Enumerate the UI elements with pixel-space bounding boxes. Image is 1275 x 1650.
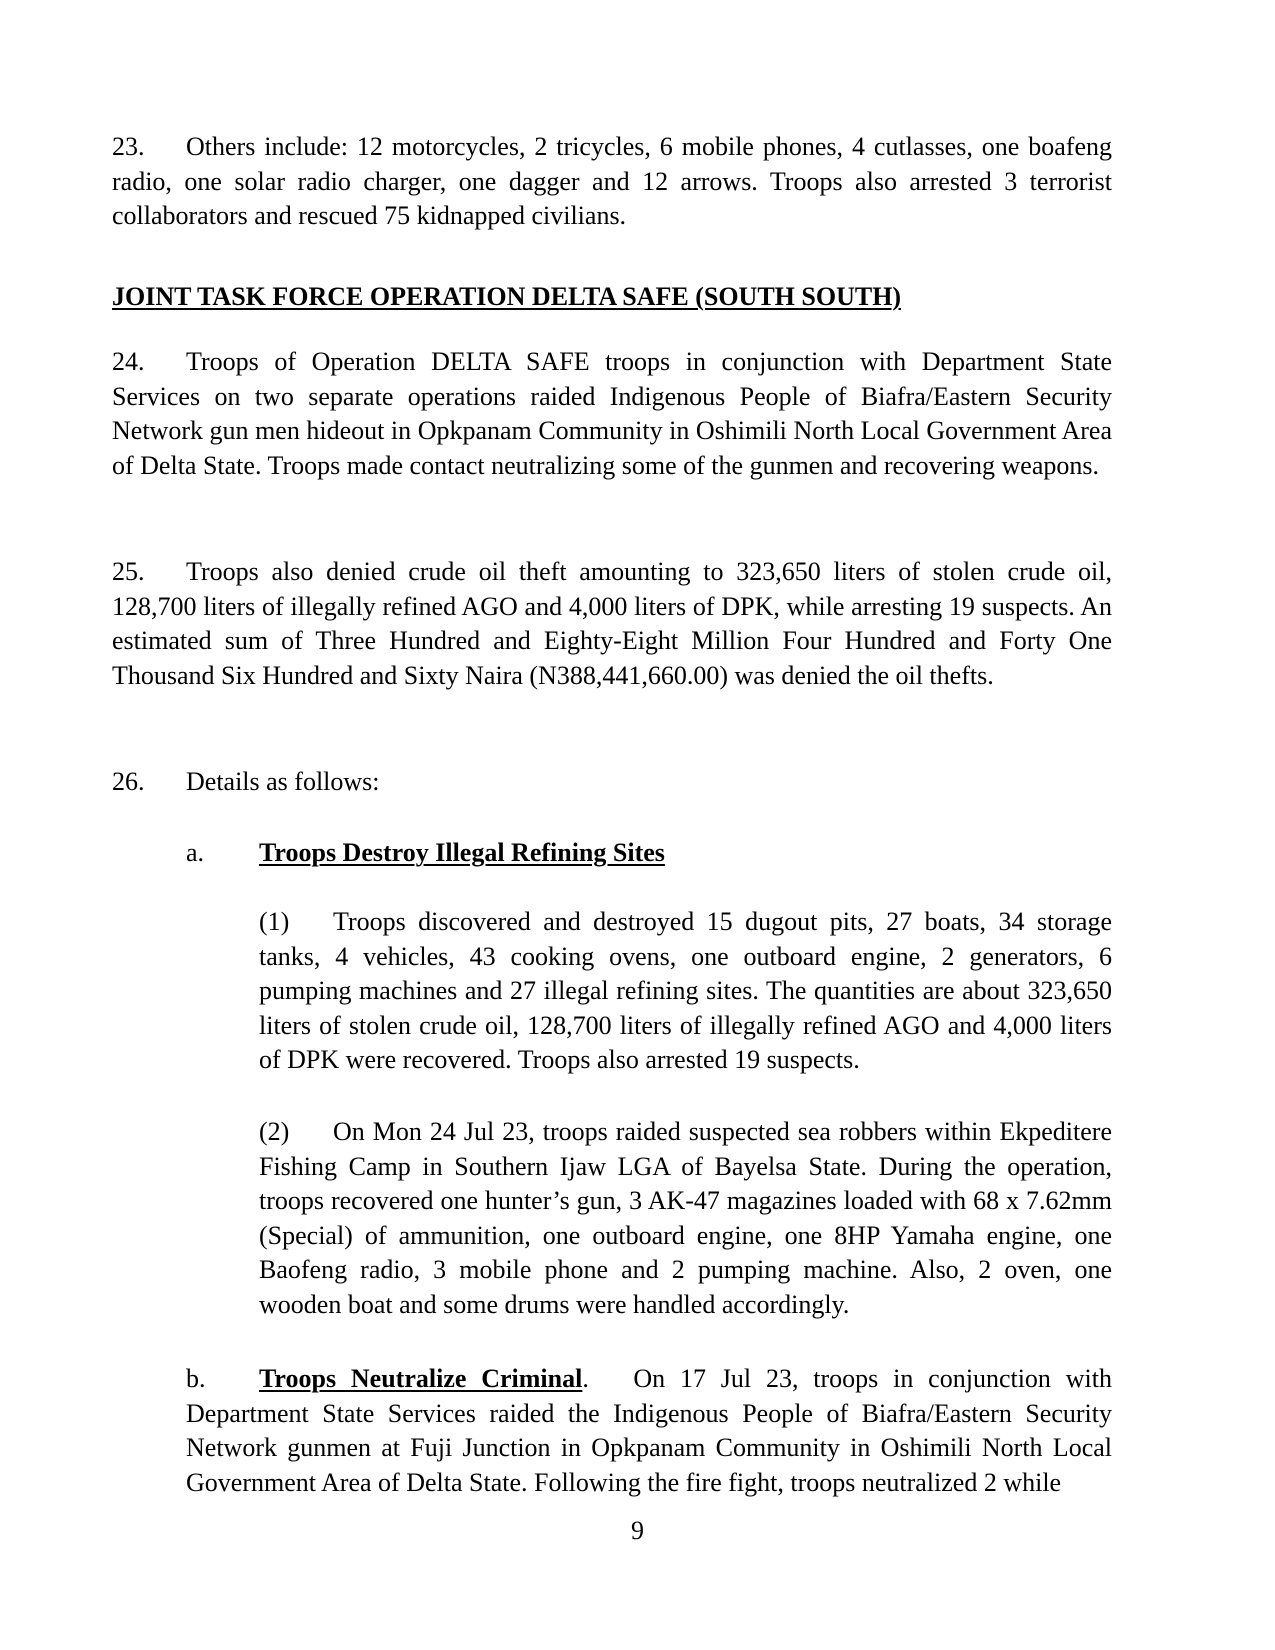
paragraph-24 [112,345,1112,483]
subsection-text: On 17 Jul 23, troops in conjunction with Department State Services raided the Indigenous People of Biafra/Eastern Security Network gunmen at Fuji Junction in Opkpanam Community in Oshimili North Local Government Area of Delta State. Following the fire fight, troops neutralized 2 while [186,1364,1112,1497]
paragraph-text: Troops of Operation DELTA SAFE troops in conjunction with Department State Services on two separate operations raided Indigenous People of Biafra/Eastern Security Network gun men hideout in Opkpanam Community in Oshimili North Local Government Area of Delta State. Troops made contact neutralizing some of the gunmen and recovering weapons. [112,347,1112,480]
subsection-heading: Troops Neutralize Criminal [259,1364,583,1393]
item-text: Troops discovered and destroyed 15 dugout pits, 27 boats, 34 storage tanks, 4 vehicles, 43 cooking ovens, one outboard engine, 2 generators, 6 pumping machines and 27 illegal refining sites. The quantities are about 323,650 liters of stolen crude oil, 128,700 liters of illegally refined AGO and 4,000 liters of DPK were recovered. Troops also arrested 19 suspects. [259,907,1112,1075]
subsection-b-paragraph [186,1362,1112,1500]
paragraph-23 [112,130,1112,234]
heading-period: . [582,1364,589,1393]
paragraph-text: Details as follows: [186,767,380,796]
section-heading: JOINT TASK FORCE OPERATION DELTA SAFE (SOUTH SOUTH) [112,282,902,311]
subsection-letter: b. [186,1364,206,1393]
paragraph-number: 26. [112,767,145,796]
paragraph-number: 24. [112,347,145,376]
page-number: 9 [631,1516,644,1545]
paragraph-25 [112,555,1112,693]
item-text: On Mon 24 Jul 23, troops raided suspected sea robbers within Ekpeditere Fishing Camp in Southern Ijaw LGA of Bayelsa State. During the operation, troops recovered one hunter’s gun, 3 AK-47 magazines loaded with 68 x 7.62mm (Special) of ammunition, one outboard engine, one 8HP Yamaha engine, one Baofeng radio, 3 mobile phone and 2 pumping machine. Also, 2 oven, one wooden boat and some drums were handled accordingly. [259,1117,1112,1319]
paragraph-number: 25. [112,557,145,586]
item-number: (2) [259,1117,290,1146]
item-number: (1) [259,907,290,936]
paragraph-text: Others include: 12 motorcycles, 2 tricycles, 6 mobile phones, 4 cutlasses, one boafeng radio, one solar radio charger, one dagger and 12 arrows. Troops also arrested 3 terrorist collaborators and rescued 75 kidnapped civilians. [112,132,1112,231]
paragraph-26 [112,765,1112,800]
subsection-heading: Troops Destroy Illegal Refining Sites [259,838,665,867]
subsection-letter: a. [186,838,205,867]
list-item-1 [259,905,1112,1078]
list-item-2 [259,1115,1112,1323]
paragraph-number: 23. [112,132,145,161]
paragraph-text: Troops also denied crude oil theft amounting to 323,650 liters of stolen crude oil, 128,700 liters of illegally refined AGO and 4,000 liters of DPK, while arresting 19 suspects. An estimated sum of Three Hundred and Eighty-Eight Million Four Hundred and Forty One Thousand Six Hundred and Sixty Naira (N388,441,660.00) was denied the oil thefts. [112,557,1112,690]
